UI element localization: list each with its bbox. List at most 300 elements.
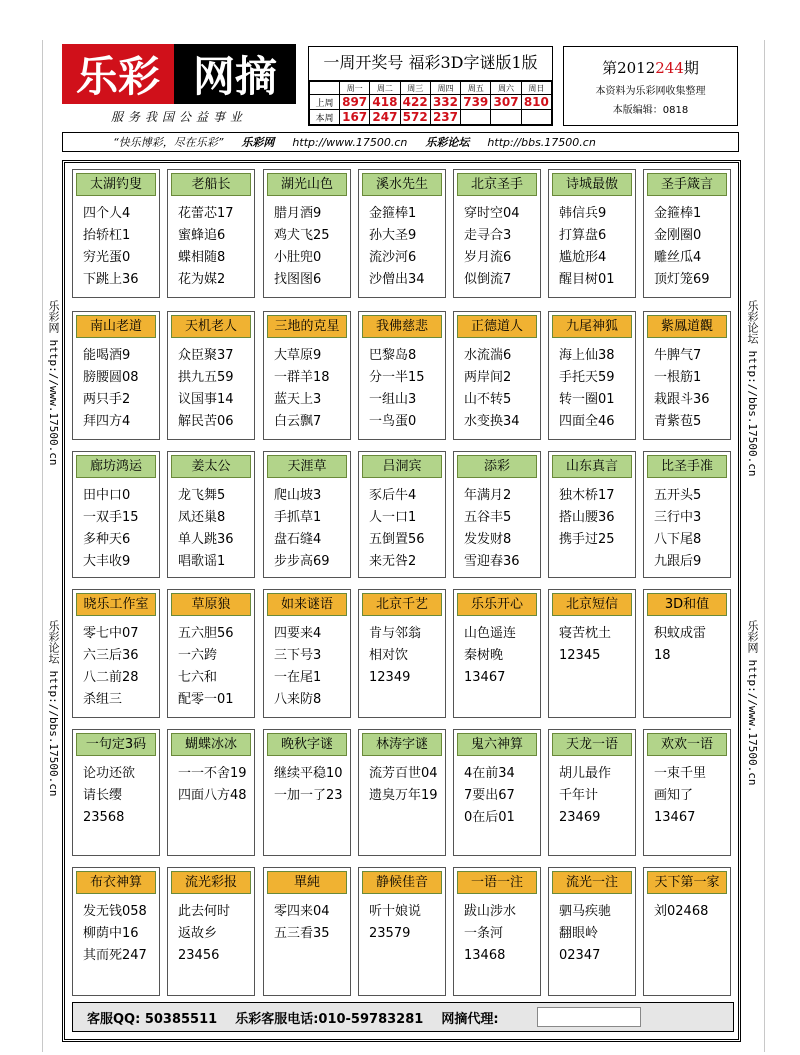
footer-qq: 客服QQ: 50385511 bbox=[87, 1011, 218, 1027]
riddle-line: 一束千里 bbox=[654, 766, 707, 781]
riddle-cell-body bbox=[73, 338, 159, 433]
riddle-cell-title: 太湖钓叟 bbox=[76, 173, 156, 196]
riddle-line: 金箍棒1 bbox=[654, 206, 702, 221]
draw-number: 897 bbox=[340, 95, 370, 110]
riddle-line: 两只手2 bbox=[83, 392, 131, 407]
riddle-line: 零七中07 bbox=[83, 626, 139, 641]
riddle-line: 返故乡 bbox=[178, 926, 218, 941]
riddle-cell bbox=[358, 729, 446, 856]
weekday: 周日 bbox=[521, 82, 551, 95]
riddle-line: 遗臭万年19 bbox=[369, 788, 438, 803]
riddle-line: 手托天59 bbox=[559, 370, 615, 385]
riddle-line: 23579 bbox=[369, 926, 411, 941]
riddle-cell-title: 廊坊鸿运 bbox=[76, 455, 156, 478]
riddle-cell-body bbox=[454, 196, 540, 291]
riddle-line: 23469 bbox=[559, 810, 601, 825]
side-text-left-top: 乐彩网 http://www.17500.cn bbox=[47, 300, 60, 466]
issue-editor: 本版编辑：0818 bbox=[612, 105, 689, 116]
riddle-line: 找图图6 bbox=[274, 272, 322, 287]
riddle-line: 一加一了23 bbox=[274, 788, 343, 803]
riddle-line: 肯与邻翁 bbox=[369, 626, 422, 641]
riddle-cell bbox=[72, 169, 160, 298]
riddle-line: 蝶相随8 bbox=[178, 250, 226, 265]
riddle-line: 12345 bbox=[559, 648, 601, 663]
riddle-cell bbox=[548, 169, 636, 298]
riddle-cell bbox=[72, 867, 160, 996]
riddle-cell-title: 天下第一家 bbox=[647, 871, 727, 894]
riddle-cell bbox=[643, 451, 731, 578]
riddle-cell bbox=[453, 589, 541, 718]
riddle-cell-title: 九尾神狐 bbox=[552, 315, 632, 338]
riddle-cell-title: 鬼六神算 bbox=[457, 733, 537, 756]
draw-number: 422 bbox=[400, 95, 430, 110]
riddle-line: 四面全46 bbox=[559, 414, 615, 429]
riddle-cell bbox=[643, 867, 731, 996]
riddle-cell-title: 老船长 bbox=[171, 173, 251, 196]
riddle-cell-body bbox=[644, 338, 730, 433]
riddle-line: 五开头5 bbox=[654, 488, 702, 503]
riddle-cell-body bbox=[168, 338, 254, 433]
riddle-cell bbox=[72, 451, 160, 578]
draw-number: 810 bbox=[521, 95, 551, 110]
riddle-line: 五倒置56 bbox=[369, 532, 425, 547]
riddle-line: 两岸间2 bbox=[464, 370, 512, 385]
riddle-line: 秦树晚 bbox=[464, 648, 504, 663]
riddle-line: 步步高69 bbox=[274, 554, 330, 569]
draw-number bbox=[461, 110, 491, 125]
weekday: 周三 bbox=[400, 82, 430, 95]
riddle-line: 凤还巢8 bbox=[178, 510, 226, 525]
riddle-line: 七六和 bbox=[178, 670, 218, 685]
riddle-cell bbox=[548, 729, 636, 856]
riddle-cell-title: 紫鳳道觀 bbox=[647, 315, 727, 338]
riddle-cell-body bbox=[454, 478, 540, 573]
draw-number: 739 bbox=[461, 95, 491, 110]
riddle-cell bbox=[643, 169, 731, 298]
issue-note: 本资料为乐彩网收集整理 bbox=[595, 86, 706, 97]
riddle-cell-title: 山东真言 bbox=[552, 455, 632, 478]
riddle-line: 多种天6 bbox=[83, 532, 131, 547]
riddle-line: 年满月2 bbox=[464, 488, 512, 503]
riddle-cell-body bbox=[644, 478, 730, 573]
riddle-line: 听十娘说 bbox=[369, 904, 422, 919]
agent-blank bbox=[537, 1007, 641, 1027]
riddle-cell-body bbox=[549, 616, 635, 667]
riddle-line: 四面八方48 bbox=[178, 788, 247, 803]
draw-number: 247 bbox=[370, 110, 400, 125]
weekday: 周四 bbox=[430, 82, 460, 95]
riddle-cell bbox=[548, 451, 636, 578]
riddle-line: 九跟后9 bbox=[654, 554, 702, 569]
side-text-right-top: 乐彩论坛 http://bbs.17500.cn bbox=[746, 300, 759, 477]
riddle-cell-title: 乐乐开心 bbox=[457, 593, 537, 616]
riddle-cell-title: 3D和值 bbox=[647, 593, 727, 616]
riddle-cell-title: 天涯草 bbox=[267, 455, 347, 478]
riddle-line: 抬轿杠1 bbox=[83, 228, 131, 243]
riddle-line: 五六胆56 bbox=[178, 626, 234, 641]
riddle-line: 胡儿最作 bbox=[559, 766, 612, 781]
riddle-line: 寝苦枕土 bbox=[559, 626, 612, 641]
riddle-line: 12349 bbox=[369, 670, 411, 685]
riddle-cell-title: 林涛字谜 bbox=[362, 733, 442, 756]
riddle-cell-body bbox=[359, 338, 445, 433]
riddle-line: 0在后01 bbox=[464, 810, 515, 825]
riddle-cell bbox=[358, 451, 446, 578]
weekly-results bbox=[308, 46, 553, 126]
riddle-line: 鸡犬飞25 bbox=[274, 228, 330, 243]
riddle-line: 腊月酒9 bbox=[274, 206, 322, 221]
riddle-line: 水流湍6 bbox=[464, 348, 512, 363]
riddle-line: 大丰收9 bbox=[83, 554, 131, 569]
riddle-cell-body bbox=[644, 894, 730, 923]
riddle-cell-title: 溪水先生 bbox=[362, 173, 442, 196]
site-link[interactable]: http://www.17500.cn bbox=[292, 135, 408, 149]
riddle-cell-body bbox=[454, 616, 540, 689]
weekly-grid bbox=[309, 81, 552, 125]
riddle-cell-body bbox=[73, 616, 159, 711]
riddle-cell bbox=[643, 589, 731, 718]
riddle-cell bbox=[167, 169, 255, 298]
riddle-line: 画知了 bbox=[654, 788, 694, 803]
riddle-cell-title: 南山老道 bbox=[76, 315, 156, 338]
riddle-line: 来无咎2 bbox=[369, 554, 417, 569]
riddle-line: 继续平稳10 bbox=[274, 766, 343, 781]
slogan: 服务我国公益事业 bbox=[110, 110, 247, 124]
riddle-cell-body bbox=[359, 196, 445, 291]
riddle-line: 小肚兜0 bbox=[274, 250, 322, 265]
weekday: 周六 bbox=[491, 82, 521, 95]
riddle-line: 流沙河6 bbox=[369, 250, 417, 265]
riddle-cell-body bbox=[644, 756, 730, 829]
riddle-line: 一组山3 bbox=[369, 392, 417, 407]
riddle-line: 五三看35 bbox=[274, 926, 330, 941]
riddle-cell-title: 布衣神算 bbox=[76, 871, 156, 894]
riddle-cell-title: 北京千艺 bbox=[362, 593, 442, 616]
riddle-line: 23568 bbox=[83, 810, 125, 825]
riddle-line: 巴黎岛8 bbox=[369, 348, 417, 363]
riddle-line: 蓝天上3 bbox=[274, 392, 322, 407]
riddle-line: 雕丝瓜4 bbox=[654, 250, 702, 265]
riddle-cell-body bbox=[644, 616, 730, 667]
riddle-line: 田中口0 bbox=[83, 488, 131, 503]
riddle-cell bbox=[167, 867, 255, 996]
riddle-line: 三行中3 bbox=[654, 510, 702, 525]
draw-number bbox=[521, 110, 551, 125]
riddle-line: 一群羊18 bbox=[274, 370, 330, 385]
riddle-cell bbox=[263, 169, 351, 298]
weekday: 周二 bbox=[370, 82, 400, 95]
riddle-cell bbox=[263, 729, 351, 856]
riddle-cell-title: 晓乐工作室 bbox=[76, 593, 156, 616]
riddle-line: 白云飘7 bbox=[274, 414, 322, 429]
riddle-cell bbox=[358, 867, 446, 996]
riddle-line: 膀腰圆08 bbox=[83, 370, 139, 385]
this-week-label: 本周 bbox=[310, 110, 340, 125]
riddle-line: 一双手15 bbox=[83, 510, 139, 525]
riddle-line: 23456 bbox=[178, 948, 220, 963]
riddle-cell-body bbox=[73, 196, 159, 291]
riddle-line: 转一圈01 bbox=[559, 392, 615, 407]
forum-link[interactable]: http://bbs.17500.cn bbox=[487, 135, 596, 149]
riddle-line: 顶灯笼69 bbox=[654, 272, 710, 287]
footer-phone: 乐彩客服电话:010-59783281 bbox=[235, 1011, 424, 1027]
riddle-line: 走寻合3 bbox=[464, 228, 512, 243]
riddle-cell-title: 三地的克星 bbox=[267, 315, 347, 338]
riddle-line: 山不转5 bbox=[464, 392, 512, 407]
riddle-cell bbox=[358, 589, 446, 718]
riddle-line: 13468 bbox=[464, 948, 506, 963]
riddle-line: 一鸟蛋0 bbox=[369, 414, 417, 429]
riddle-cell-title: 北京短信 bbox=[552, 593, 632, 616]
riddle-line: 醒目树01 bbox=[559, 272, 615, 287]
riddle-line: 金刚圈0 bbox=[654, 228, 702, 243]
riddle-cell-title: 如来谜语 bbox=[267, 593, 347, 616]
riddle-line: 发发财8 bbox=[464, 532, 512, 547]
riddle-line: 相对饮 bbox=[369, 648, 409, 663]
riddle-line: 穿时空04 bbox=[464, 206, 520, 221]
riddle-line: 7要出67 bbox=[464, 788, 515, 803]
riddle-cell-title: 添彩 bbox=[457, 455, 537, 478]
riddle-cell bbox=[263, 451, 351, 578]
riddle-line: 02347 bbox=[559, 948, 601, 963]
logo-left: 乐彩 bbox=[62, 44, 174, 104]
riddle-line: 拜四方4 bbox=[83, 414, 131, 429]
riddle-cell-body bbox=[264, 196, 350, 291]
riddle-cell bbox=[453, 867, 541, 996]
draw-number: 307 bbox=[491, 95, 521, 110]
riddle-line: 杀组三 bbox=[83, 692, 123, 707]
riddle-cell-title: 诗城最傲 bbox=[552, 173, 632, 196]
riddle-cell bbox=[263, 311, 351, 440]
riddle-line: 沙僧出34 bbox=[369, 272, 425, 287]
riddle-line: 金箍棒1 bbox=[369, 206, 417, 221]
riddle-line: 零四来04 bbox=[274, 904, 330, 919]
riddle-cell bbox=[548, 311, 636, 440]
riddle-cell-body bbox=[168, 894, 254, 967]
draw-number: 572 bbox=[400, 110, 430, 125]
riddle-cell-body bbox=[549, 478, 635, 551]
riddle-cell-body bbox=[644, 196, 730, 291]
logo bbox=[62, 44, 296, 104]
riddle-line: 柳荫中16 bbox=[83, 926, 139, 941]
riddle-cell-title: 天机老人 bbox=[171, 315, 251, 338]
riddle-cell bbox=[263, 589, 351, 718]
riddle-cell-body bbox=[549, 894, 635, 967]
riddle-cell-body bbox=[454, 338, 540, 433]
riddle-cell-title: 流光彩报 bbox=[171, 871, 251, 894]
riddle-line: 龙飞舞5 bbox=[178, 488, 226, 503]
riddle-line: 论功还欲 bbox=[83, 766, 136, 781]
riddle-line: 众臣聚37 bbox=[178, 348, 234, 363]
riddle-line: 八二前28 bbox=[83, 670, 139, 685]
riddle-line: 似倒流7 bbox=[464, 272, 512, 287]
riddle-cell bbox=[72, 311, 160, 440]
riddle-line: 驷马疾驰 bbox=[559, 904, 612, 919]
riddle-line: 韩信兵9 bbox=[559, 206, 607, 221]
riddle-line: 岁月流6 bbox=[464, 250, 512, 265]
footer bbox=[72, 1002, 734, 1032]
weekday: 周一 bbox=[340, 82, 370, 95]
riddle-cell-title: 單純 bbox=[267, 871, 347, 894]
riddle-cell bbox=[167, 729, 255, 856]
riddle-line: 五谷丰5 bbox=[464, 510, 512, 525]
draw-number bbox=[491, 110, 521, 125]
riddle-line: 手抓草1 bbox=[274, 510, 322, 525]
riddle-line: 18 bbox=[654, 648, 671, 663]
riddle-line: 四要来4 bbox=[274, 626, 322, 641]
riddle-line: 尴尬形4 bbox=[559, 250, 607, 265]
riddle-line: 其而死247 bbox=[83, 948, 147, 963]
riddle-line: 水变换34 bbox=[464, 414, 520, 429]
riddle-line: 四个人4 bbox=[83, 206, 131, 221]
riddle-line: 人一口1 bbox=[369, 510, 417, 525]
riddle-cell-title: 我佛慈悲 bbox=[362, 315, 442, 338]
riddle-line: 八来防8 bbox=[274, 692, 322, 707]
riddle-cell bbox=[358, 169, 446, 298]
draw-number: 167 bbox=[340, 110, 370, 125]
riddle-line: 六三后36 bbox=[83, 648, 139, 663]
riddle-line: 海上仙38 bbox=[559, 348, 615, 363]
riddle-cell-title: 天龙一语 bbox=[552, 733, 632, 756]
riddle-line: 打算盘6 bbox=[559, 228, 607, 243]
riddle-cell-title: 草原狼 bbox=[171, 593, 251, 616]
riddle-line: 分一半15 bbox=[369, 370, 425, 385]
riddle-line: 三下号3 bbox=[274, 648, 322, 663]
riddle-line: 盘石缝4 bbox=[274, 532, 322, 547]
riddle-line: 13467 bbox=[654, 810, 696, 825]
riddle-cell bbox=[548, 589, 636, 718]
riddle-cell-title: 蝴蝶冰冰 bbox=[171, 733, 251, 756]
riddle-line: 4在前34 bbox=[464, 766, 515, 781]
riddle-cell-body bbox=[549, 338, 635, 433]
riddle-line: 蜜蜂追6 bbox=[178, 228, 226, 243]
riddle-cell-title: 湖光山色 bbox=[267, 173, 347, 196]
riddle-line: 独木桥17 bbox=[559, 488, 615, 503]
side-text-left-bottom: 乐彩论坛 http://bbs.17500.cn bbox=[47, 620, 60, 797]
riddle-cell-body bbox=[359, 894, 445, 945]
riddle-line: 刘02468 bbox=[654, 904, 709, 919]
riddle-cell bbox=[167, 311, 255, 440]
riddle-cell-body bbox=[549, 756, 635, 829]
riddle-cell-body bbox=[454, 894, 540, 967]
riddle-line: 花为媒2 bbox=[178, 272, 226, 287]
motto-quote: “快乐博彩，尽在乐彩” bbox=[113, 136, 224, 149]
riddle-line: 青紫苞5 bbox=[654, 414, 702, 429]
weekly-title: 一周开奖号 福彩3D字谜版1版 bbox=[309, 47, 552, 81]
riddle-cell-body bbox=[549, 196, 635, 291]
riddle-cell bbox=[643, 311, 731, 440]
riddle-line: 跋山涉水 bbox=[464, 904, 517, 919]
riddle-line: 爬山坡3 bbox=[274, 488, 322, 503]
draw-number: 237 bbox=[430, 110, 460, 125]
riddle-line: 解民苦06 bbox=[178, 414, 234, 429]
riddle-cell-body bbox=[168, 616, 254, 711]
riddle-line: 雪迎春36 bbox=[464, 554, 520, 569]
riddle-cell bbox=[263, 867, 351, 996]
riddle-line: 配零一01 bbox=[178, 692, 234, 707]
riddle-cell-title: 比圣手准 bbox=[647, 455, 727, 478]
riddle-cell-body bbox=[454, 756, 540, 829]
riddle-line: 一六跨 bbox=[178, 648, 218, 663]
riddle-cell-title: 欢欢一语 bbox=[647, 733, 727, 756]
riddle-cell-title: 吕洞宾 bbox=[362, 455, 442, 478]
riddle-cell-body bbox=[264, 756, 350, 807]
riddle-cell-body bbox=[359, 756, 445, 807]
riddle-line: 单人跳36 bbox=[178, 532, 234, 547]
riddle-line: 一条河 bbox=[464, 926, 504, 941]
riddle-cell bbox=[72, 729, 160, 856]
draw-number: 418 bbox=[370, 95, 400, 110]
riddle-cell-title: 静候佳音 bbox=[362, 871, 442, 894]
riddle-line: 一根筋1 bbox=[654, 370, 702, 385]
riddle-cell-title: 晚秋字谜 bbox=[267, 733, 347, 756]
riddle-cell-title: 一语一注 bbox=[457, 871, 537, 894]
riddle-cell bbox=[453, 311, 541, 440]
riddle-line: 唱歌谣1 bbox=[178, 554, 226, 569]
riddle-cell-body bbox=[73, 756, 159, 829]
riddle-line: 积蚊成雷 bbox=[654, 626, 707, 641]
riddle-cell bbox=[453, 169, 541, 298]
issue-box bbox=[563, 46, 738, 126]
riddle-cell-body bbox=[73, 894, 159, 967]
riddle-cell-title: 流光一注 bbox=[552, 871, 632, 894]
riddle-line: 议国事14 bbox=[178, 392, 234, 407]
riddle-cell-body bbox=[359, 478, 445, 573]
riddle-cell-body bbox=[264, 894, 350, 945]
riddle-cell bbox=[167, 589, 255, 718]
riddle-line: 翻眼岭 bbox=[559, 926, 599, 941]
riddle-line: 豕后牛4 bbox=[369, 488, 417, 503]
riddle-cell bbox=[548, 867, 636, 996]
riddle-cell-body bbox=[264, 338, 350, 433]
riddle-cell-body bbox=[168, 196, 254, 291]
riddle-line: 一一不舍19 bbox=[178, 766, 247, 781]
riddle-cell-title: 一句定3码 bbox=[76, 733, 156, 756]
riddle-line: 山色遥连 bbox=[464, 626, 517, 641]
riddle-cell bbox=[453, 729, 541, 856]
riddle-line: 八下尾8 bbox=[654, 532, 702, 547]
riddle-cell-title: 北京圣手 bbox=[457, 173, 537, 196]
riddle-line: 孙大圣9 bbox=[369, 228, 417, 243]
riddle-line: 携手过25 bbox=[559, 532, 615, 547]
riddle-cell-title: 圣手箴言 bbox=[647, 173, 727, 196]
riddle-cell bbox=[167, 451, 255, 578]
riddle-line: 栽跟斗36 bbox=[654, 392, 710, 407]
draw-number: 332 bbox=[430, 95, 460, 110]
riddle-line: 能喝酒9 bbox=[83, 348, 131, 363]
riddle-line: 花蕾芯17 bbox=[178, 206, 234, 221]
motto-bar bbox=[62, 132, 739, 152]
logo-right: 网摘 bbox=[192, 52, 277, 101]
riddle-cell bbox=[453, 451, 541, 578]
riddle-cell-body bbox=[264, 616, 350, 711]
riddle-line: 穷光蛋0 bbox=[83, 250, 131, 265]
riddle-cell-body bbox=[168, 478, 254, 573]
side-text-right-bottom: 乐彩网 http://www.17500.cn bbox=[746, 620, 759, 786]
riddle-line: 一在尾1 bbox=[274, 670, 322, 685]
riddle-cell-body bbox=[359, 616, 445, 689]
issue-number: 第2012244期 bbox=[602, 59, 699, 77]
riddle-line: 大草原9 bbox=[274, 348, 322, 363]
riddle-cell-title: 正德道人 bbox=[457, 315, 537, 338]
riddle-cell bbox=[72, 589, 160, 718]
riddle-cell-body bbox=[264, 478, 350, 573]
forum-label: 乐彩论坛 bbox=[425, 136, 470, 149]
riddle-line: 千年计 bbox=[559, 788, 599, 803]
riddle-line: 发无钱058 bbox=[83, 904, 147, 919]
riddle-line: 13467 bbox=[464, 670, 506, 685]
riddle-cell bbox=[358, 311, 446, 440]
